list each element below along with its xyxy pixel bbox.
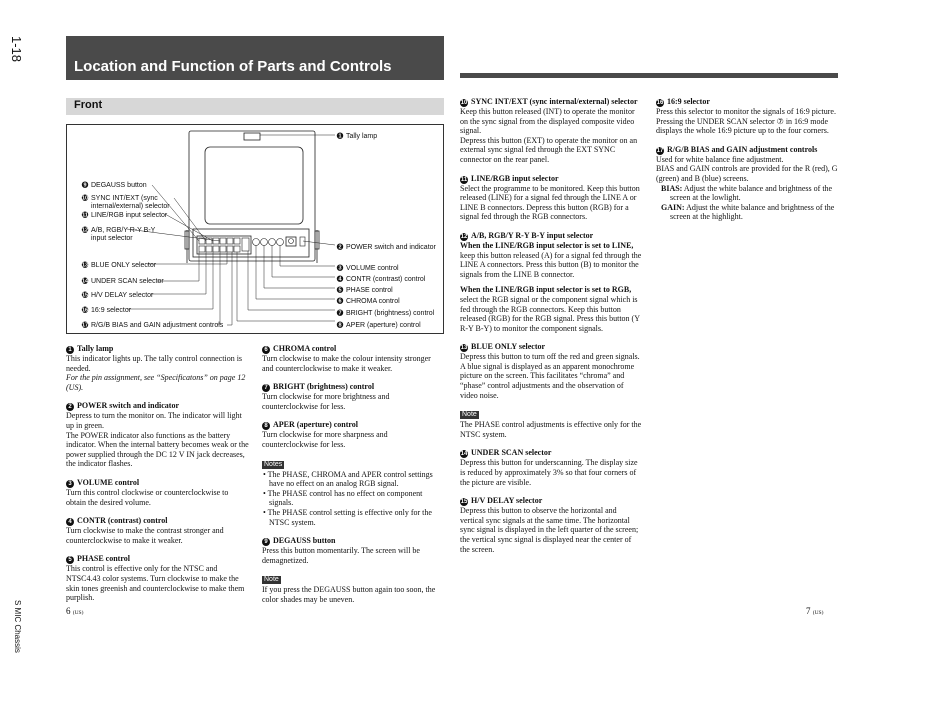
control-heading — [66, 401, 250, 411]
diagram-left-label-10-text: R/G/B BIAS and GAIN adjustment controls — [91, 322, 224, 329]
diagram-left-label-6-text: BLUE ONLY selector — [91, 262, 157, 269]
diagram-left-label-0-number: 9 — [83, 182, 87, 189]
note-badge: Note — [462, 411, 477, 419]
control-heading — [262, 382, 444, 392]
title-bar — [66, 36, 444, 80]
callout-number: 10 — [460, 100, 468, 106]
diagram-left-label-4-number: 12 — [81, 227, 89, 234]
body-text: Turn clockwise for more brightness and counterclockwise for less. — [262, 392, 390, 411]
control-entry — [460, 97, 642, 165]
callout-number: 1 — [66, 346, 74, 354]
section-title: Front — [74, 99, 103, 111]
control-entry — [460, 231, 642, 333]
body-text: Keep this button released (INT) to operate the monitor on the sync signal from the displayed composite video signal. — [460, 107, 635, 136]
control-heading — [460, 448, 642, 458]
side-footer: S MIC Chassis — [13, 600, 22, 653]
control-entry — [262, 536, 444, 565]
body-text: • The PHASE control has no effect on component signals. — [263, 488, 423, 508]
column-1 — [66, 344, 250, 612]
callout-number: 13 — [460, 345, 468, 352]
control-entry — [262, 344, 444, 373]
body-text: When the LINE/RGB input selector is set to LINE, — [460, 240, 634, 250]
diagram-right-label-0-number: 1 — [338, 133, 342, 140]
control-heading — [262, 536, 444, 546]
diagram-left-label-8-number: 15 — [81, 292, 89, 299]
diagram-right-label-3-number: 4 — [338, 276, 342, 283]
diagram-right-label-7-number: 8 — [338, 322, 342, 329]
control-heading — [460, 231, 642, 241]
control-title: APER (aperture) control — [273, 420, 359, 430]
diagram-left-labels — [82, 182, 224, 330]
column-2 — [262, 344, 444, 614]
note-block — [460, 409, 642, 439]
control-entry — [460, 496, 642, 554]
diagram-right-label-7-text: APER (aperture) control — [346, 322, 421, 329]
diagram-left-label-0-text: DEGAUSS button — [91, 182, 147, 189]
diagram-right-label-4-text: PHASE control — [346, 287, 393, 294]
diagram-left-label-3-text: LINE/RGB input selector — [91, 212, 168, 219]
diagram-right-label-6-number: 7 — [338, 310, 342, 317]
body-text: This control is effective only for the NTSC and NTSC4.43 color systems. Turn clockwise to make the skin tones greenish and counterclockwise to make them purplish. — [66, 564, 245, 603]
diagram-left-label-8-text: H/V DELAY selector — [91, 292, 154, 299]
body-text: GAIN: Adjust the white balance and brightness of the screen at the highlight. — [661, 202, 835, 222]
note-badge: Note — [264, 576, 279, 584]
control-heading — [460, 174, 642, 184]
column-3 — [460, 97, 642, 563]
page-number-right-unit: (US) — [812, 610, 824, 616]
diagram-left-label-2-text: internal/external) selector — [91, 203, 170, 210]
page-number-right — [806, 606, 823, 616]
control-heading — [262, 344, 444, 354]
body-text: The PHASE control adjustments is effective only for the NTSC system. — [460, 420, 642, 439]
body-text: select the RGB signal or the component signal which is fed through the RGB connectors. Keep this button released (RGB) for the RGB signal. Press this button (Y R-Y B-Y) to monitor the component signals. — [460, 294, 640, 333]
callout-number: 17 — [656, 147, 664, 154]
control-heading — [656, 97, 838, 107]
diagram-left-label-4-text: A/B, RGB/Y R-Y B-Y — [91, 227, 156, 234]
callout-number: 2 — [66, 403, 74, 411]
diagram-right-labels — [337, 133, 437, 330]
diagram-left-label-6-number: 13 — [81, 262, 89, 269]
callout-number: 15 — [460, 499, 468, 506]
section-bar — [66, 98, 444, 115]
diagram-left-label-1-text: SYNC INT/EXT (sync — [91, 195, 158, 202]
diagram-right-label-6-text: BRIGHT (brightness) control — [346, 310, 435, 317]
diagram-left-label-7-number: 14 — [81, 278, 89, 285]
control-title: POWER switch and indicator — [77, 401, 180, 411]
body-text: When the LINE/RGB input selector is set to RGB, — [460, 285, 632, 295]
control-title: A/B, RGB/Y R-Y B-Y input selector — [471, 230, 594, 240]
body-text: BIAS and GAIN controls are provided for the R (red), G (green) and B (blue) screens. — [656, 164, 838, 183]
control-entry — [66, 554, 250, 602]
body-text: Select the programme to be monitored. Keep this button released (LINE) for a signal fed through the LINE A or LINE B connectors. Depress this button (RGB) for a signal fed through the RGB connectors. — [460, 183, 640, 222]
body-text: Turn clockwise to make the contrast stronger and counterclockwise to make it weaker. — [66, 526, 224, 545]
diagram-right-label-3-text: CONTR (contrast) control — [346, 276, 426, 283]
callout-number: 5 — [66, 556, 74, 564]
control-title: CHROMA control — [273, 344, 337, 353]
diagram-right-label-2-text: VOLUME control — [346, 265, 399, 272]
control-entry — [460, 448, 642, 487]
page-number-left — [66, 606, 83, 616]
body-text: BIAS: Adjust the white balance and brightness of the screen at the lowlight. — [661, 183, 833, 203]
diagram-right-label-2-number: 3 — [338, 265, 342, 272]
body-text: Used for white balance fine adjustment. — [656, 154, 784, 164]
body-text: Pressing the UNDER SCAN selector ⑦ in 16:9 mode displays the whole 16:9 picture up to the four corners. — [656, 116, 829, 136]
control-heading — [656, 145, 838, 155]
callout-number: 4 — [66, 518, 74, 526]
diagram-right-label-5-number: 6 — [338, 298, 342, 305]
control-entry — [262, 420, 444, 449]
control-heading — [66, 344, 250, 354]
body-text: keep this button released (A) for a signal fed through the LINE A connectors. Press this button (B) to monitor the signals from the LINE B connector. — [460, 250, 642, 279]
control-heading — [262, 420, 444, 430]
diagram-right-label-0-text: Tally lamp — [346, 133, 378, 140]
body-text: • The PHASE control setting is effective only for the NTSC system. — [263, 507, 432, 527]
body-text: Depress to turn the monitor on. The indicator will light up in green. — [66, 411, 242, 430]
monitor-illustration — [67, 125, 443, 333]
body-text: Turn clockwise for more sharpness and counterclockwise for less. — [262, 430, 388, 449]
column-4 — [656, 97, 838, 231]
diagram-right-label-5-text: CHROMA control — [346, 298, 400, 305]
diagram-left-label-9-text: 16:9 selector — [91, 307, 132, 314]
page-number-left-value: 6 — [66, 606, 71, 616]
control-entry — [656, 145, 838, 222]
front-panel-diagram — [66, 124, 444, 334]
body-text: Press this selector to monitor the signals of 16:9 picture. — [656, 107, 836, 116]
body-text: The POWER indicator also functions as the battery indicator. When the internal battery becomes weak or the power supplied through the DC 12 V IN jack decreases, the indicator flashes. — [66, 430, 249, 469]
callout-number: 3 — [66, 480, 74, 488]
diagram-left-label-7-text: UNDER SCAN selector — [91, 278, 164, 285]
control-heading — [66, 554, 250, 564]
page-number-left-unit: (US) — [72, 610, 84, 616]
control-entry — [66, 344, 250, 392]
body-text: Press this button momentarily. The screen will be demagnetized. — [262, 546, 420, 565]
diagram-right-label-1-text: POWER switch and indicator — [346, 244, 436, 251]
control-title: CONTR (contrast) control — [77, 516, 168, 526]
control-title: VOLUME control — [77, 477, 140, 487]
control-heading — [460, 97, 642, 107]
control-title: PHASE control — [77, 554, 130, 564]
body-text: Turn clockwise to make the colour intensity stronger and counterclockwise to make it weaker. — [262, 354, 431, 373]
note-block — [262, 459, 444, 528]
control-title: DEGAUSS button — [273, 536, 336, 546]
diagram-left-label-1-number: 10 — [81, 195, 89, 202]
page-number-right-value: 7 — [806, 606, 811, 616]
body-text: Depress this button to turn off the red and green signals. A blue signal is displayed as an apparent monochrome picture on the screen. This facilitates “chroma” and “phase” control adjustments and the observation of video noise. — [460, 352, 640, 400]
control-heading — [460, 342, 642, 352]
control-title: 16:9 selector — [667, 97, 710, 106]
control-heading — [460, 496, 642, 506]
title-rule — [460, 73, 838, 78]
control-entry — [460, 342, 642, 400]
control-entry — [656, 97, 838, 136]
control-title: H/V DELAY selector — [471, 496, 543, 506]
callout-number: 11 — [460, 176, 468, 183]
control-entry — [66, 478, 250, 507]
diagram-left-label-3-number: 11 — [82, 212, 88, 219]
callout-number: 14 — [460, 451, 468, 458]
control-entry — [66, 516, 250, 545]
diagram-left-label-10-number: 17 — [81, 322, 89, 329]
control-title: Tally lamp — [77, 344, 114, 353]
control-entry — [66, 401, 250, 469]
note-block — [262, 574, 444, 604]
body-text: Depress this button for underscanning. The display size is reduced by approximately 3% so that four corners of the picture are visible. — [460, 458, 638, 487]
body-text: Turn this control clockwise or counterclockwise to obtain the desired volume. — [66, 487, 229, 507]
diagram-left-label-9-number: 16 — [81, 307, 89, 314]
control-entry — [460, 174, 642, 222]
control-title: LINE/RGB input selector — [471, 173, 559, 183]
control-title: R/G/B BIAS and GAIN adjustment controls — [667, 144, 818, 154]
page-title: Location and Function of Parts and Controls — [74, 58, 392, 75]
control-title: BLUE ONLY selector — [471, 342, 546, 352]
body-text: Depress this button to observe the horizontal and vertical sync signals at the same time. The horizontal sync signal is displayed in the left quarter of the screen; the vertical sync signal is displayed near the center of the screen. — [460, 506, 639, 554]
control-entry — [262, 382, 444, 411]
control-title: UNDER SCAN selector — [471, 448, 552, 458]
control-heading — [66, 478, 250, 488]
callout-number: 16 — [656, 100, 664, 106]
diagram-right-label-4-number: 5 — [338, 287, 342, 294]
body-text: This indicator lights up. The tally control connection is needed. — [66, 354, 243, 373]
body-text: Depress this button (EXT) to operate the monitor on an external sync signal fed through the EXT SYNC connector on the rear panel. — [460, 135, 638, 164]
note-badge: Notes — [264, 460, 283, 468]
body-text: • The PHASE, CHROMA and APER control settings have no effect on an analog RGB signal. — [263, 469, 433, 489]
body-text: For the pin assignment, see “Specificatons” on page 12 (US). — [66, 373, 246, 392]
control-title: BRIGHT (brightness) control — [273, 382, 375, 392]
control-title: SYNC INT/EXT (sync internal/external) selector — [471, 97, 638, 106]
control-heading — [66, 516, 250, 526]
diagram-left-label-5-text: input selector — [91, 235, 133, 242]
diagram-right-label-1-number: 2 — [338, 244, 342, 251]
body-text: If you press the DEGAUSS button again too soon, the color shades may be uneven. — [262, 585, 436, 604]
callout-number: 7 — [262, 384, 270, 392]
callout-number: 12 — [460, 233, 468, 240]
callout-number: 8 — [262, 422, 270, 430]
callout-number: 9 — [262, 538, 270, 546]
side-page-number: 1-18 — [9, 36, 24, 63]
callout-number: 6 — [262, 346, 270, 354]
